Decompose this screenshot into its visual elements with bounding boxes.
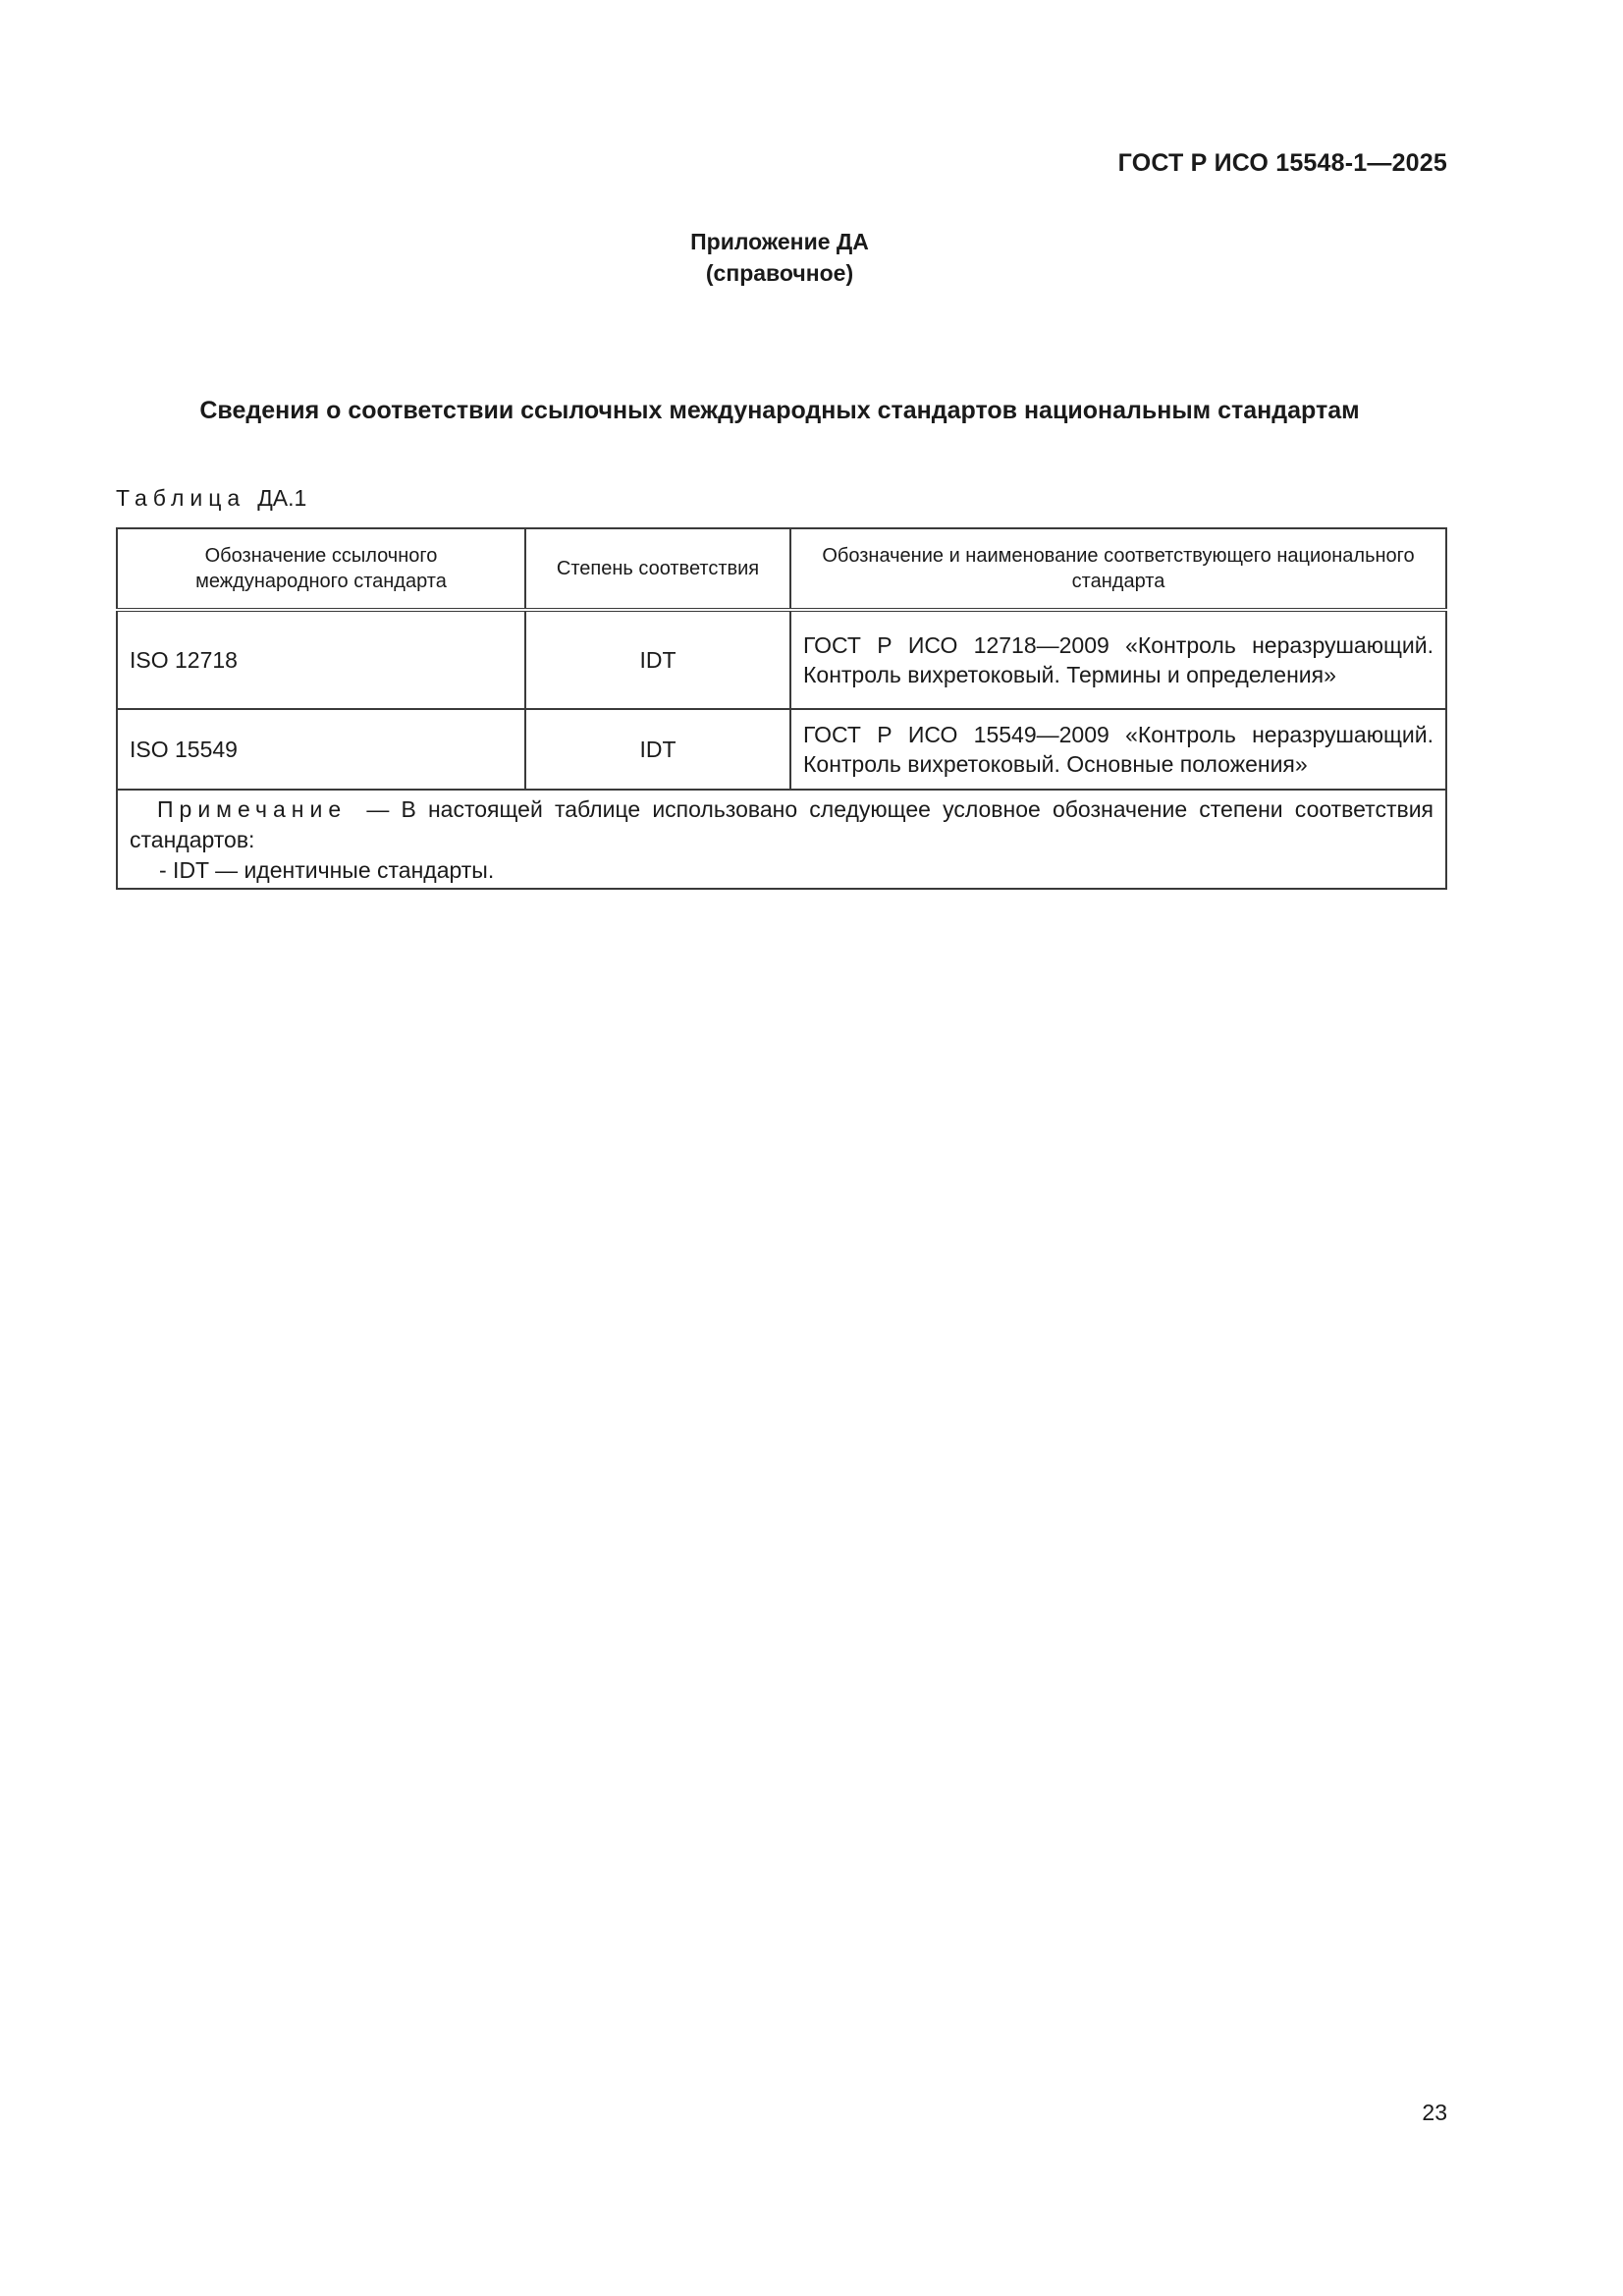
column-header-national-standard: Обозначение и наименование соответствующего национального стандарта xyxy=(790,528,1446,610)
cell-national-standard: ГОСТ Р ИСО 12718—2009 «Контроль неразрушающий. Контроль вихретоковый. Термины и определения» xyxy=(790,610,1446,709)
page-number: 23 xyxy=(1422,2100,1447,2125)
note-label: Примечание xyxy=(157,796,348,822)
cell-national-standard: ГОСТ Р ИСО 15549—2009 «Контроль неразрушающий. Контроль вихретоковый. Основные положения» xyxy=(790,709,1446,790)
table-header-row xyxy=(117,528,1446,610)
annex-title: Приложение ДА xyxy=(690,229,869,254)
document-code: ГОСТ Р ИСО 15548-1—2025 xyxy=(1117,149,1447,177)
column-header-intl-standard: Обозначение ссылочного международного стандарта xyxy=(117,528,525,610)
correspondence-table xyxy=(116,527,1447,890)
cell-intl-standard: ISO 12718 xyxy=(117,610,525,709)
table-caption-label: Таблица xyxy=(116,485,246,511)
table-caption-number: ДА.1 xyxy=(257,485,307,511)
table-row xyxy=(117,610,1446,709)
correspondence-table-wrap xyxy=(116,527,1445,890)
table-caption xyxy=(116,485,306,512)
note-item: - IDT — идентичные стандарты. xyxy=(159,857,495,883)
table-note-row xyxy=(117,790,1446,889)
cell-degree: IDT xyxy=(525,610,790,709)
annex-subtitle: (справочное) xyxy=(705,260,854,286)
column-header-degree: Степень соответствия xyxy=(525,528,790,610)
annex-heading xyxy=(0,226,1559,289)
note-text: — В настоящей таблице использовано следующее условное обозначение степени соответствия стандартов: xyxy=(130,796,1434,852)
section-title: Сведения о соответствии ссылочных международных стандартов национальным стандартам xyxy=(199,397,1360,424)
table-row xyxy=(117,709,1446,790)
cell-intl-standard: ISO 15549 xyxy=(117,709,525,790)
table-note xyxy=(117,790,1446,889)
cell-degree: IDT xyxy=(525,709,790,790)
